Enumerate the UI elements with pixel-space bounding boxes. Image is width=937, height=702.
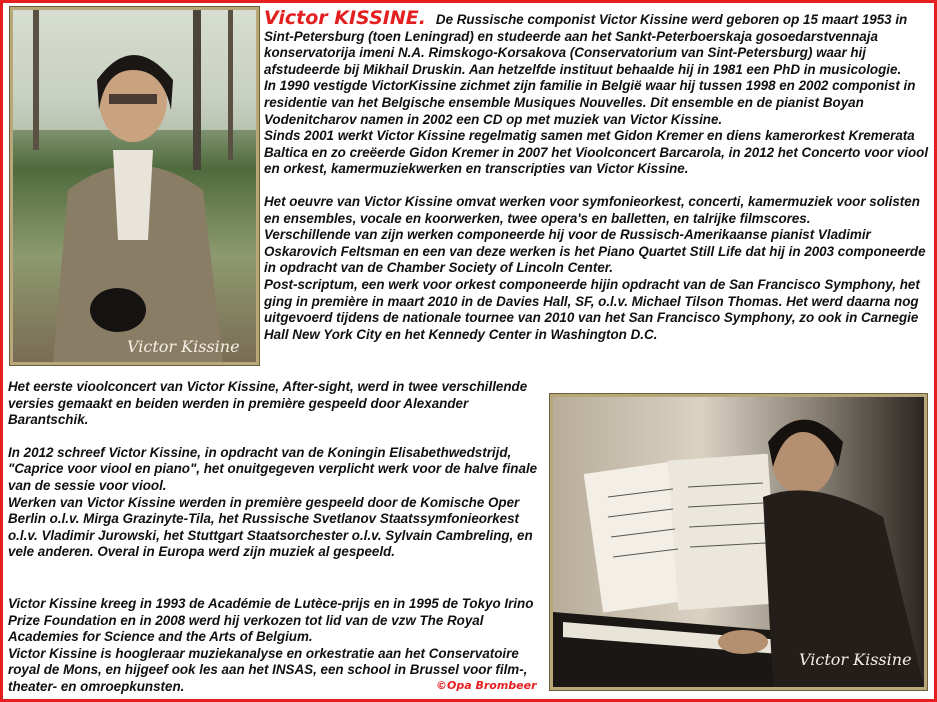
birth-study-text: De Russische componist Victor Kissine werd geboren op 15 maart 1953 in Sint-Petersburg (toen Leningrad) en studeerde aan het Sankt-Peterboerskaja gosoedarstvennaja konservatorija imeni N.A. Rimskogo-Korsakova (Conservatorium van Sint-Petersburg) waar hij afstudeerde bij Mikhail Druskin. Aan hetzelfde instituut behaalde hij in 1981 een PhD in musicologie.: [264, 12, 908, 77]
portrait-caption: Victor Kissine: [127, 337, 240, 356]
piano-caption: Victor Kissine: [799, 650, 912, 669]
oeuvre-paragraph: Het oeuvre van Victor Kissine omvat werken voor symfonieorkest, concerti, kamermuziek voor solisten en ensembles, vocale en koorwerken, twee opera's en balletten, en talrijke filmscores.: [264, 193, 920, 226]
feltsman-paragraph: Verschillende van zijn werken componeerde hij voor de Russisch-Amerikaanse pianist Vladimir Oskarovich Feltsman en een van deze werken is het Piano Quartet Still Life dat hij in 2003 componeerde in opdracht van de Chamber Society of Lincoln Center.: [264, 227, 926, 276]
page-title: Victor KISSINE.: [264, 7, 426, 29]
belgium-paragraph: In 1990 vestigde VictorKissine zichmet zijn familie in België waar hij tussen 1998 en 2002 componist in residentie van het Belgische ensemble Musiques Nouvelles. Dit ensemble en de pianist Boyan Vodenitcharov namen in 2002 een CD op met muziek van Victor Kissine.: [264, 78, 916, 127]
portrait-figure: [13, 10, 256, 362]
premieres-paragraph: Werken van Victor Kissine werden in première gespeeld door de Komische Oper Berlin o.l.v. Mirga Grazinyte-Tila, het Russische Svetlanov Staatssymfonieorkest o.l.v. Vladimir Jurowski, het Stuttgart Staatsorchester o.l.v. Sylvain Cambreling, en vele anderen. Overal in Europa werd zijn muziek al gespeeld.: [8, 494, 533, 560]
portrait-photo-park: [10, 7, 259, 365]
postscriptum-paragraph: Post-scriptum, een werk voor orkest componeerde hijin opdracht van de San Francisco Symphony, het ging in première in maart 2010 in de Davies Hall, SF, o.l.v. Michael Tilson Thomas. Het werd daarna nog uitgevoerd tijdens de nationale tournee van 2010 van het San Francisco Symphony, zo ook in Carnegie Hall New York City en het Kennedy Center in Washington D.C.: [264, 276, 920, 342]
credit-label: ©Opa Brombeer: [436, 679, 537, 692]
violin-concerto-paragraph: Het eerste vioolconcert van Victor Kissine, After-sight, werd in twee verschillende versies gemaakt en beiden werden in première gespeeld door Alexander Barantschik.: [8, 379, 528, 428]
kremer-paragraph: Sinds 2001 werkt Victor Kissine regelmatig samen met Gidon Kremer en diens kamerorkest Kremerata Baltica en zo creëerde Gidon Kremer in 2007 het Vioolconcert Barcarola, in 2012 het Concerto voor viool en orkest, kamermuziekwerken en transcripties van Victor Kissine.: [264, 128, 929, 177]
biography-upper: [264, 7, 930, 343]
intro-paragraph: [264, 7, 930, 78]
biography-lower: [8, 379, 548, 561]
piano-photo: [550, 394, 927, 690]
awards-paragraph: Victor Kissine kreeg in 1993 de Académie de Lutèce-prijs en in 1995 de Tokyo Irino Prize Foundation en in 2008 werd hij verkozen tot lid van de vzw The Royal Academies for Science and the Arts of Belgium.: [8, 596, 534, 645]
elisabeth-paragraph: In 2012 schreef Victor Kissine, in opdracht van de Koningin Elisabethwedstrijd, "Caprice voor viool en piano", het onuitgegeven verplicht werk voor de halve finale van de sessie voor viool.: [8, 444, 538, 493]
piano-figure: [553, 397, 924, 687]
teaching-paragraph: Victor Kissine is hoogleraar muziekanalyse en orkestratie aan het Conservatoire royal de Mons, en hijgeef ook les aan het INSAS, een school in Brussel voor film-, theater- en omroepkunsten.: [8, 645, 528, 694]
